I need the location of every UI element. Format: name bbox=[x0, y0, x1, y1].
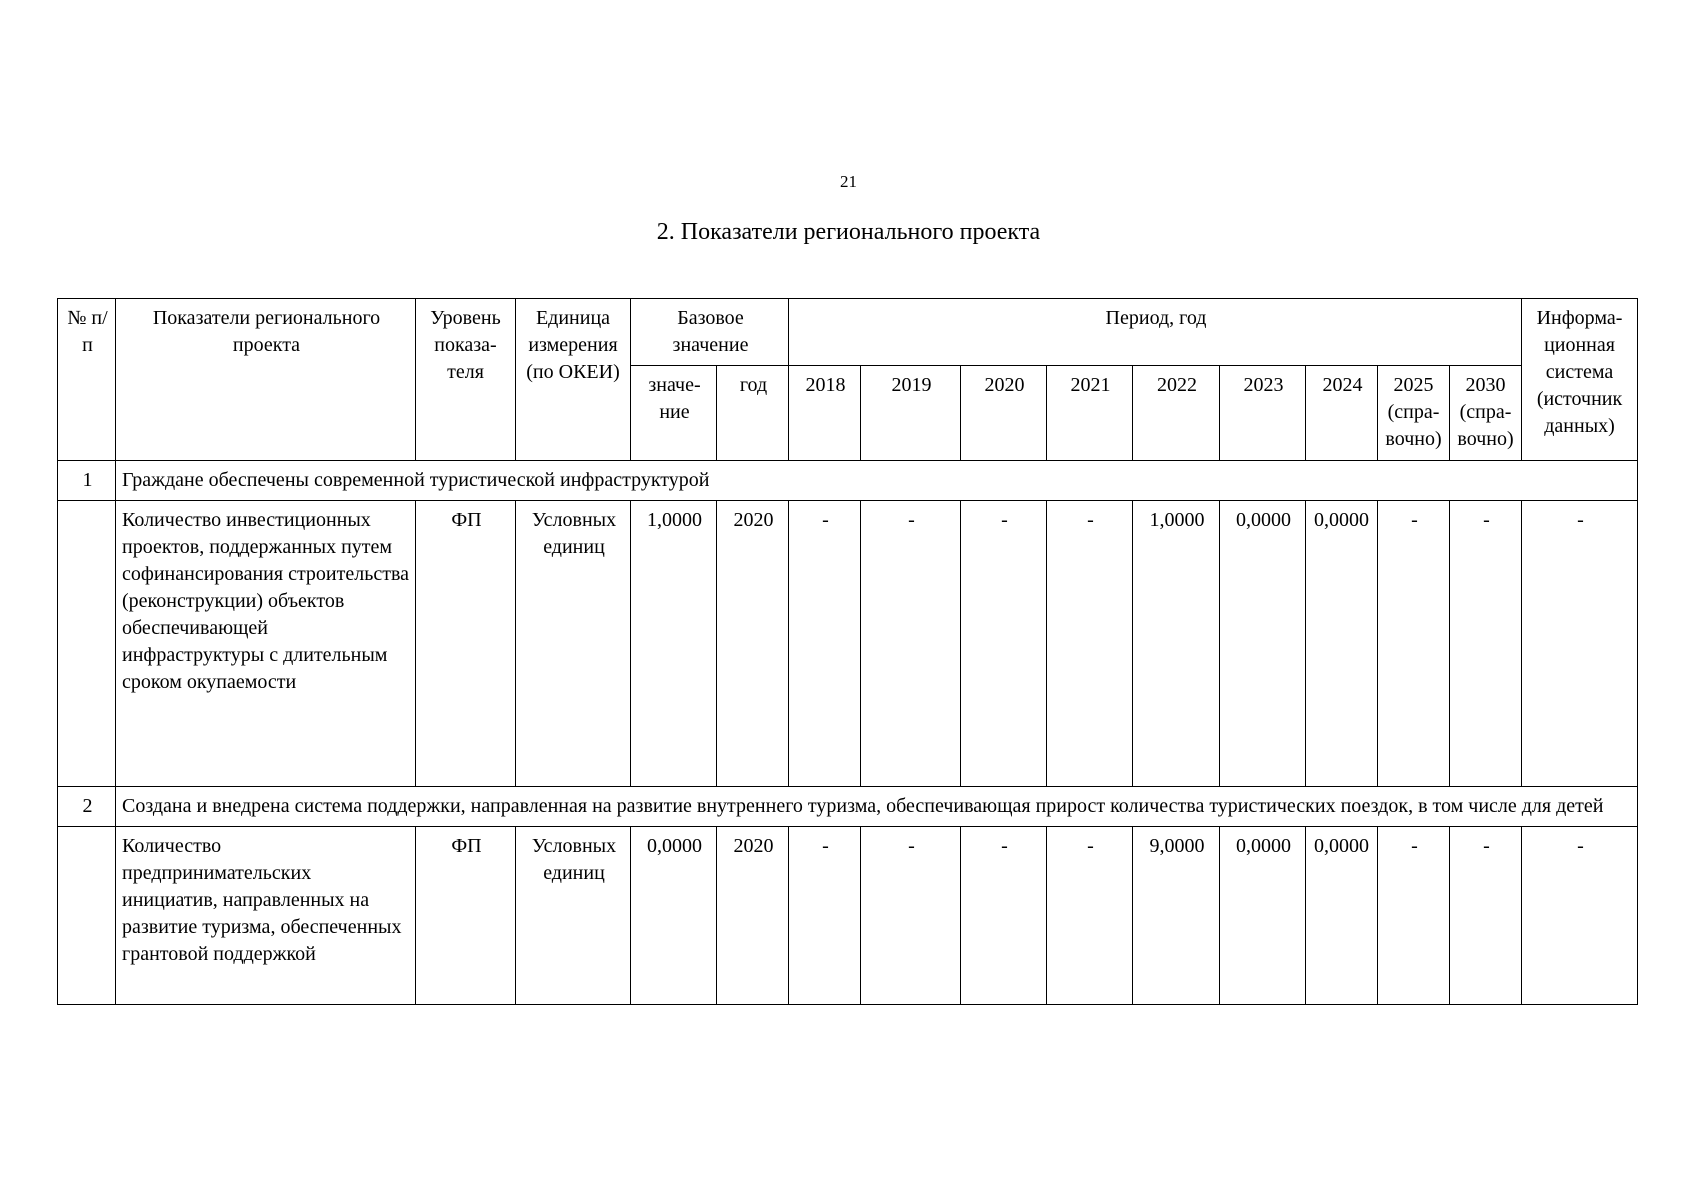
header-row-1 bbox=[58, 299, 1638, 366]
year-value: - bbox=[961, 501, 1047, 787]
year-header: 2025 (спра-вочно) bbox=[1378, 366, 1450, 461]
info-system-value: - bbox=[1522, 827, 1638, 1005]
year-header: 2022 bbox=[1133, 366, 1220, 461]
year-value: 0,0000 bbox=[1306, 827, 1378, 1005]
col-info-system-header: Информа-ционная система (источник данных) bbox=[1522, 299, 1638, 461]
base-value: 1,0000 bbox=[631, 501, 717, 787]
col-indicator-header: Показатели регионального проекта bbox=[116, 299, 416, 461]
year-value: 0,0000 bbox=[1306, 501, 1378, 787]
year-value: 0,0000 bbox=[1220, 501, 1306, 787]
year-value: - bbox=[789, 827, 861, 1005]
year-header: 2018 bbox=[789, 366, 861, 461]
year-header: 2021 bbox=[1047, 366, 1133, 461]
indicator-name: Количество предпринимательских инициатив, направленных на развитие туризма, обеспеченных грантовой поддержкой bbox=[116, 827, 416, 1005]
empty-num-cell bbox=[58, 827, 116, 1005]
base-year: 2020 bbox=[717, 501, 789, 787]
col-num-header: № п/п bbox=[58, 299, 116, 461]
section-title-cell: Создана и внедрена система поддержки, направленная на развитие внутреннего туризма, обеспечивающая прирост количества туристических поездок, в том числе для детей bbox=[116, 787, 1638, 827]
year-value: - bbox=[861, 827, 961, 1005]
col-base-year-header: год bbox=[717, 366, 789, 461]
year-value: - bbox=[1450, 501, 1522, 787]
col-level-header: Уровень показа-теля bbox=[416, 299, 516, 461]
year-header: 2019 bbox=[861, 366, 961, 461]
year-value: - bbox=[789, 501, 861, 787]
indicator-unit: Условных единиц bbox=[516, 827, 631, 1005]
year-value: - bbox=[1047, 827, 1133, 1005]
year-value: 1,0000 bbox=[1133, 501, 1220, 787]
indicator-row-2 bbox=[58, 827, 1638, 1005]
section-row-2 bbox=[58, 787, 1638, 827]
col-base-value-header: значе-ние bbox=[631, 366, 717, 461]
year-value: 9,0000 bbox=[1133, 827, 1220, 1005]
section-title-cell: Граждане обеспечены современной туристической инфраструктурой bbox=[116, 461, 1638, 501]
year-value: - bbox=[861, 501, 961, 787]
page-number: 21 bbox=[840, 172, 857, 191]
year-value: - bbox=[961, 827, 1047, 1005]
indicators-table bbox=[57, 298, 1638, 1005]
year-value: - bbox=[1378, 501, 1450, 787]
year-value: - bbox=[1047, 501, 1133, 787]
year-header: 2030 (спра-вочно) bbox=[1450, 366, 1522, 461]
col-unit-header: Единица измерения (по ОКЕИ) bbox=[516, 299, 631, 461]
year-value: 0,0000 bbox=[1220, 827, 1306, 1005]
info-system-value: - bbox=[1522, 501, 1638, 787]
year-value: - bbox=[1378, 827, 1450, 1005]
base-year: 2020 bbox=[717, 827, 789, 1005]
indicator-unit: Условных единиц bbox=[516, 501, 631, 787]
section-row-1 bbox=[58, 461, 1638, 501]
col-period-header: Период, год bbox=[789, 299, 1522, 366]
empty-num-cell bbox=[58, 501, 116, 787]
year-header: 2023 bbox=[1220, 366, 1306, 461]
indicator-level: ФП bbox=[416, 501, 516, 787]
section-number: 2 bbox=[58, 787, 116, 827]
section-number: 1 bbox=[58, 461, 116, 501]
indicator-name: Количество инвестиционных проектов, поддержанных путем софинансирования строительства (реконструкции) объектов обеспечивающей инфраструктуры с длительным сроком окупаемости bbox=[116, 501, 416, 787]
indicator-level: ФП bbox=[416, 827, 516, 1005]
base-value: 0,0000 bbox=[631, 827, 717, 1005]
year-header: 2024 bbox=[1306, 366, 1378, 461]
col-base-header: Базовое значение bbox=[631, 299, 789, 366]
section-title: 2. Показатели регионального проекта bbox=[656, 219, 1041, 245]
indicator-row-1 bbox=[58, 501, 1638, 787]
year-header: 2020 bbox=[961, 366, 1047, 461]
year-value: - bbox=[1450, 827, 1522, 1005]
